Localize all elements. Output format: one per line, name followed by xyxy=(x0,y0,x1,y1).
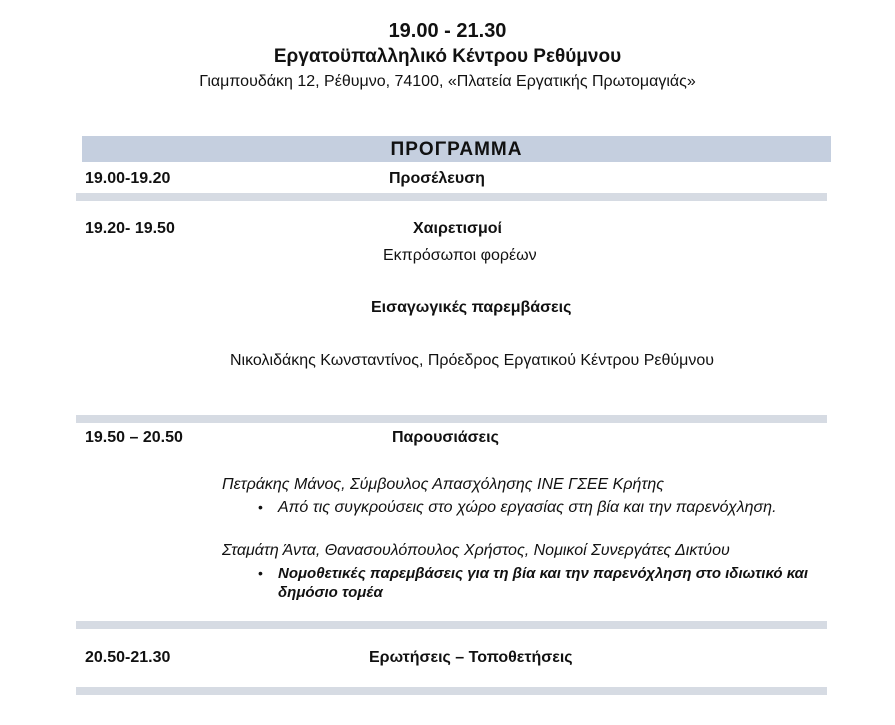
speaker-name: Πετράκης Μάνος, Σύμβουλος Απασχόλησης ΙΝΕ ΓΣΕΕ Κρήτης xyxy=(222,476,665,493)
row-title: Ερωτήσεις – Τοποθετήσεις xyxy=(369,649,573,666)
row-time: 20.50-21.30 xyxy=(85,649,171,666)
row-title: Παρουσιάσεις xyxy=(392,429,499,446)
bullet-icon: • xyxy=(258,565,263,581)
row-title-secondary: Εισαγωγικές παρεμβάσεις xyxy=(371,299,572,316)
row-separator xyxy=(76,415,827,423)
row-separator xyxy=(76,687,827,695)
row-speaker: Νικολιδάκης Κωνσταντίνος, Πρόεδρος Εργατικού Κέντρου Ρεθύμνου xyxy=(230,352,715,369)
row-title: Προσέλευση xyxy=(389,170,485,187)
topic-item: Από τις συγκρούσεις στο χώρο εργασίας στη βία και την παρενόχληση. xyxy=(278,499,777,516)
row-time: 19.00-19.20 xyxy=(85,170,171,187)
topic-item: Νομοθετικές παρεμβάσεις για τη βία και την παρενόχληση στο ιδιωτικό και xyxy=(278,565,809,582)
row-separator xyxy=(76,621,827,629)
row-time: 19.20- 19.50 xyxy=(85,220,175,237)
event-address: Γιαμπουδάκη 12, Ρέθυμνο, 74100, «Πλατεία Εργατικής Πρωτομαγιάς» xyxy=(199,73,696,90)
bullet-icon: • xyxy=(258,499,263,515)
row-title: Χαιρετισμοί xyxy=(413,220,502,237)
event-venue: Εργατοϋπαλληλικό Κέντρου Ρεθύμνου xyxy=(273,46,622,67)
event-time: 19.00 - 21.30 xyxy=(388,20,507,42)
row-time: 19.50 – 20.50 xyxy=(85,429,183,446)
row-subtitle: Εκπρόσωποι φορέων xyxy=(383,247,537,264)
topic-item-continuation: δημόσιο τομέα xyxy=(278,584,383,601)
speaker-name: Σταμάτη Άντα, Θανασουλόπουλος Χρήστος, Νομικοί Συνεργάτες Δικτύου xyxy=(222,542,730,559)
program-title: ΠΡΟΓΡΑΜΜΑ xyxy=(390,139,523,160)
row-separator xyxy=(76,193,827,201)
